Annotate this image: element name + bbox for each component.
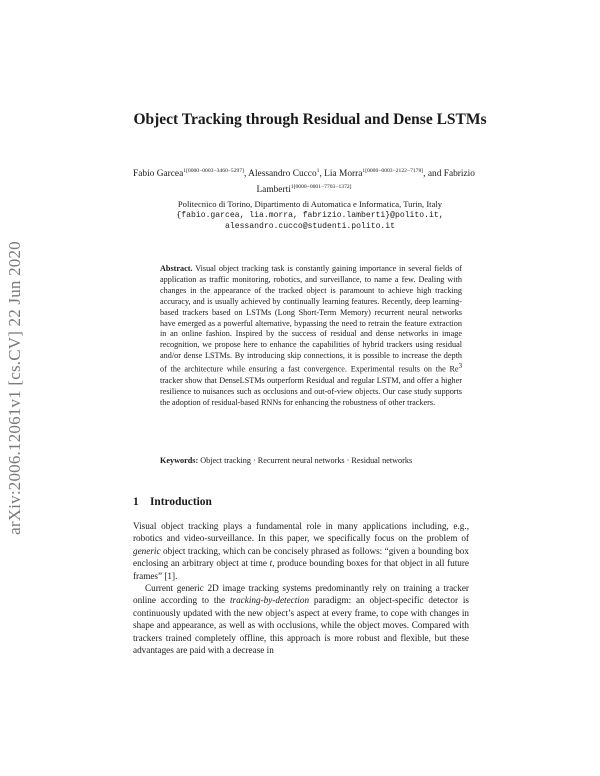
body-paragraph — [133, 582, 469, 656]
abstract-superscript: 3 — [458, 363, 462, 371]
abstract-text: Visual object tracking task is constantly gaining importance in several fields of application as traffic monitoring, robotics, and surveillance, to name a few. Dealing with changes in the appearance of the tracked object is paramount to achieve high tracking accuracy, and is usually achieved by continually learning features. Recently, deep learning-based trackers based on LSTMs (Long Short-Term Memory) recurrent neural networks have emerged as a powerful alternative, bypassing the need to retrain the feature extraction in an online fashion. Inspired by the success of residual and dense networks in image recognition, we propose here to enhance the capabilities of hybrid trackers using residual and/or dense LSTMs. By introducing skip connections, it is possible to increase the depth of the architecture while ensuring a fast convergence. Experimental results on the Re — [160, 264, 463, 374]
paragraph-text: Visual object tracking plays a fundamental role in many applications including, e.g., robotics and video-surveillance. In this paper, we specifically focus on the problem of — [133, 521, 469, 544]
section-title: Introduction — [150, 496, 212, 508]
section-number: 1 — [133, 496, 139, 508]
author-separator: , and — [423, 169, 444, 180]
author-name: Alessandro Cucco — [248, 169, 317, 180]
email-line: alessandro.cucco@studenti.polito.it — [225, 222, 395, 231]
keywords — [160, 456, 462, 467]
arxiv-identifier-stamp — [6, 208, 24, 568]
author-name: Lia Morra — [324, 169, 363, 180]
author-name: Fabio Garcea — [133, 169, 184, 180]
abstract-label: Abstract. — [160, 264, 193, 273]
paragraph-text: object tracking, which can be concisely phrased as follows: “given a bounding box enclosing an arbitrary object at time — [133, 545, 469, 569]
author-separator: , — [244, 169, 249, 180]
author-orcid: 1[0000−0003−3460−5297] — [183, 168, 244, 174]
email-line: {fabio.garcea, lia.morra, fabrizio.lamberti}@polito.it, — [176, 211, 444, 220]
section-heading — [133, 496, 212, 508]
author-separator: , — [319, 169, 325, 180]
arxiv-identifier-text: arXiv:2006.12061v1 [cs.CV] 22 Jun 2020 — [5, 241, 24, 535]
author-list — [118, 165, 490, 197]
section-body — [133, 520, 469, 656]
paragraph-math: t — [269, 558, 273, 569]
affiliation-block — [150, 199, 470, 232]
author-affiliation-mark: 1 — [316, 168, 320, 174]
author-orcid: 1[0000−0001−7703−1372] — [290, 184, 352, 191]
author-name: Fabrizio Lamberti — [256, 169, 475, 196]
keywords-text: Object tracking · Recurrent neural networks · Residual networks — [200, 456, 413, 465]
paragraph-emphasis: tracking-by-detection — [229, 595, 310, 606]
abstract-text: tracker show that DenseLSTMs outperform Residual and regular LSTM, and offer a higher resilience to nuisances such as occlusions and out-of-view objects. Our case study supports the adoption of residual-based RNNs for enhancing the robustness of other trackers. — [160, 375, 462, 407]
body-paragraph — [133, 520, 469, 582]
paragraph-text: Current generic 2D image tracking systems predominantly rely on training a tracker online according to the — [133, 583, 469, 606]
paragraph-text: paradigm: an object-specific detector is continuously updated with the new object’s aspect at every frame, to cope with changes in shape and appearance, as well as with occlusions, while the object moves. Compared with trackers trained completely offline, this approach is more robust and flexible, but these advantages are paid with a decrease in — [133, 595, 469, 656]
paragraph-text: , produce bounding boxes for that object in all future frames” [1]. — [133, 558, 469, 581]
paper-title: Object Tracking through Residual and Dense LSTMs — [133, 111, 487, 128]
keywords-label: Keywords: — [160, 456, 199, 465]
abstract — [160, 264, 462, 409]
author-orcid: 1[0000−0003−2122−7178] — [362, 168, 424, 174]
paragraph-emphasis: generic — [133, 545, 161, 556]
institution: Politecnico di Torino, Dipartimento di Automatica e Informatica, Turin, Italy — [177, 199, 443, 209]
